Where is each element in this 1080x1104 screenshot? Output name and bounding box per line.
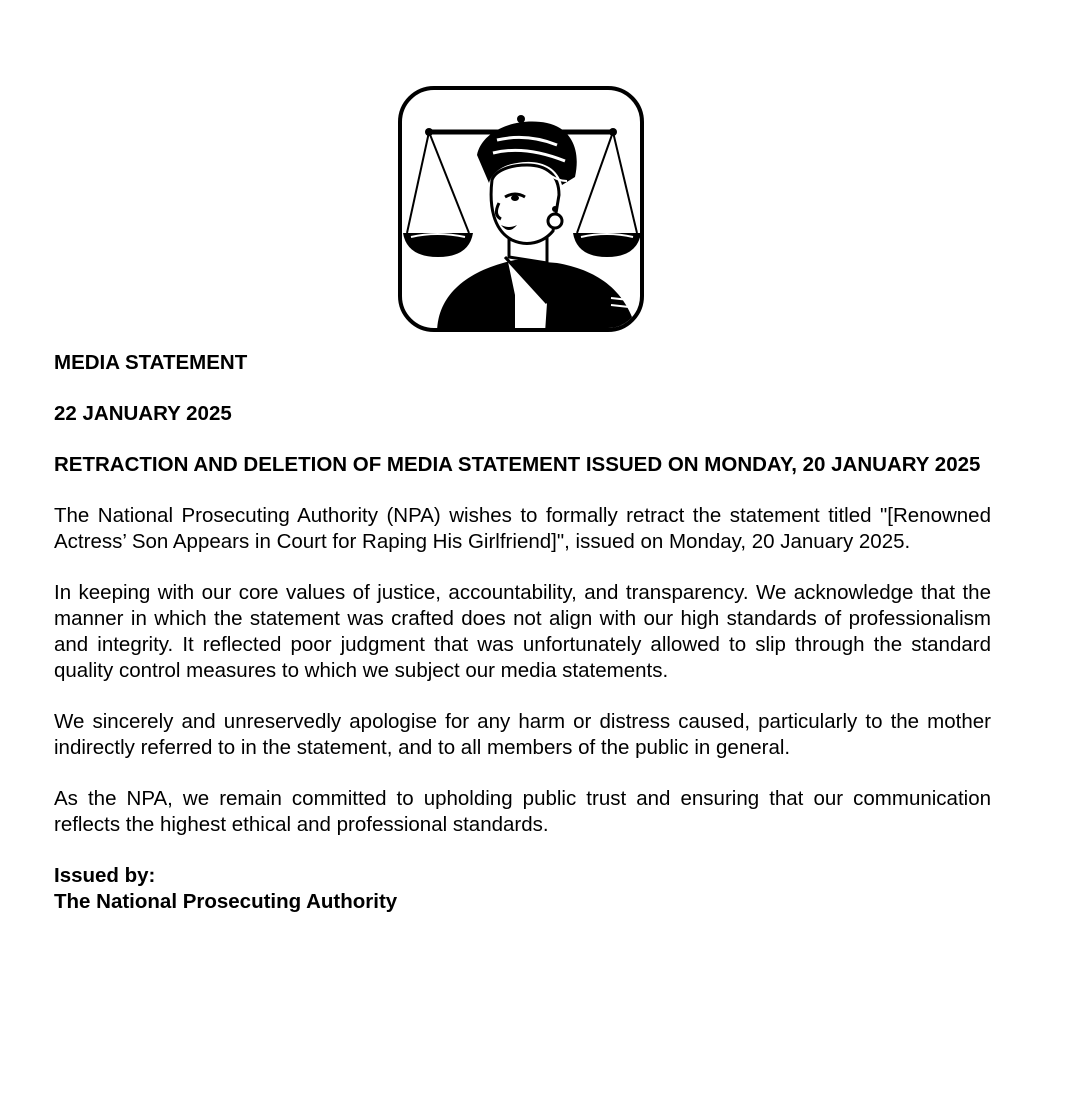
paragraph-commitment: As the NPA, we remain committed to upholding public trust and ensuring that our communication reflects the highest ethical and professional standards.	[54, 787, 991, 836]
media-statement	[54, 350, 991, 915]
statement-title: RETRACTION AND DELETION OF MEDIA STATEMENT ISSUED ON MONDAY, 20 JANUARY 2025	[54, 453, 981, 476]
npa-logo	[397, 85, 645, 333]
statement-label: MEDIA STATEMENT	[54, 351, 248, 374]
issuer-name: The National Prosecuting Authority	[54, 890, 398, 913]
paragraph-values: In keeping with our core values of justice, accountability, and transparency. We acknowledge that the manner in which the statement was crafted does not align with our high standards of professionalism and integrity. It reflected poor judgment that was unfortunately allowed to slip through the standard quality control measures to which we subject our media statements.	[54, 581, 991, 682]
statement-date: 22 JANUARY 2025	[54, 402, 232, 425]
issued-by-label: Issued by:	[54, 864, 156, 887]
paragraph-apology: We sincerely and unreservedly apologise for any harm or distress caused, particularly to the mother indirectly referred to in the statement, and to all members of the public in general.	[54, 710, 991, 759]
paragraph-retraction: The National Prosecuting Authority (NPA) wishes to formally retract the statement titled "[Renowned Actress’ Son Appears in Court for Raping His Girlfriend]", issued on Monday, 20 January 2025.	[54, 504, 991, 553]
issued-by-block	[54, 863, 991, 915]
scales-of-justice-woman-logo-icon	[397, 85, 645, 333]
